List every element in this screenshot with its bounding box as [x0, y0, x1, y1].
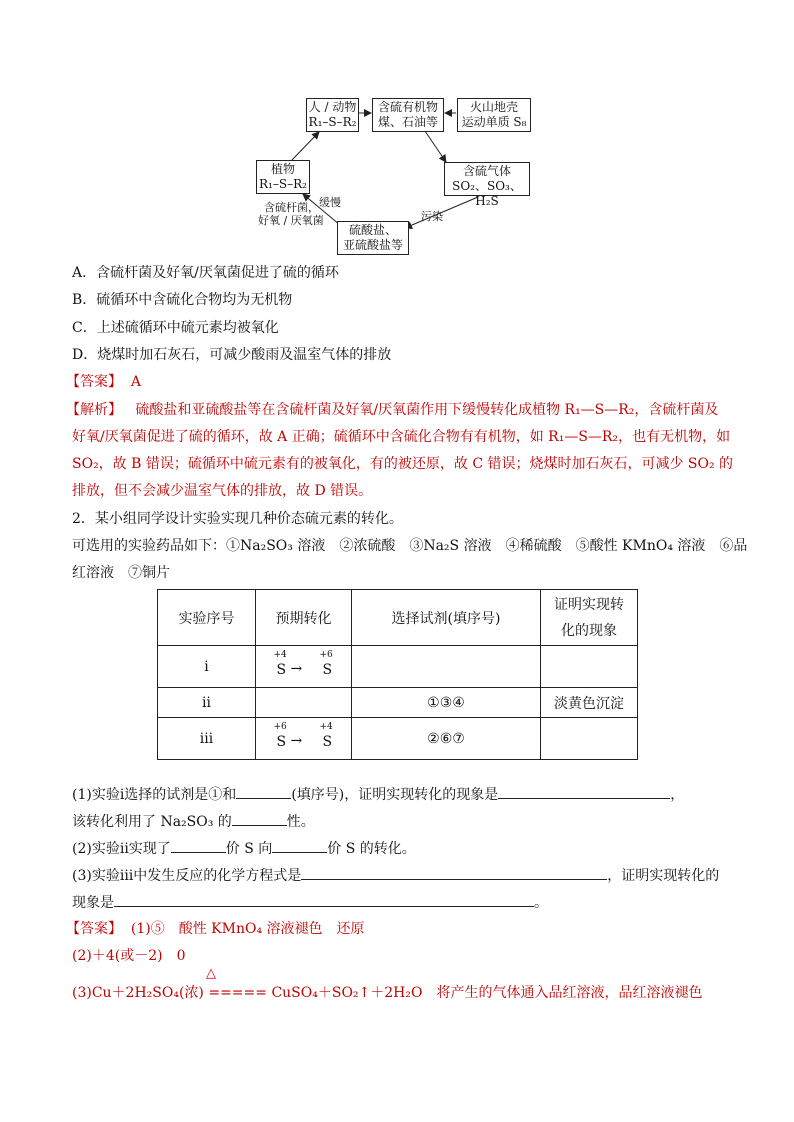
- label-slow: 缓慢: [319, 196, 341, 209]
- q2-sub3-text-a: (3)实验ⅲ中发生反应的化学方程式是: [72, 868, 302, 884]
- q2-sub3-line1: [72, 865, 719, 886]
- th-no: 实验序号: [158, 590, 256, 646]
- table-header-row: [158, 590, 638, 646]
- row2-no: ⅱ: [158, 688, 256, 718]
- answer-blank[interactable]: [236, 784, 291, 799]
- answer-blank[interactable]: [114, 892, 534, 907]
- box-volcano-line1: 火山地壳: [469, 100, 518, 114]
- th-transform: 预期转化: [256, 590, 352, 646]
- box-human-line2: R₁–S–R₂: [308, 115, 357, 129]
- element-from: S: [276, 733, 287, 750]
- q2-answer-line1: [66, 919, 365, 939]
- table-row: [158, 718, 638, 760]
- arrow-plant-human: [291, 132, 319, 161]
- element-from: S: [276, 661, 287, 678]
- q1-option-d: D．烧煤时加石灰石，可减少酸雨及温室气体的排放: [72, 347, 392, 363]
- row2-reagent: ①③④: [352, 688, 541, 718]
- transform-s4-to-s6: [269, 650, 339, 680]
- q2-answer-1: (1)⑤ 酸性 KMnO₄ 溶液褪色 还原: [130, 921, 365, 937]
- box-organic-line1: 含硫有机物: [377, 100, 438, 114]
- q2-answer-3: (3)Cu＋2H₂SO₄(浓) ===== CuSO₄＋SO₂↑＋2H₂O 将产生的气体通入品红溶液，品红溶液褪色: [72, 985, 703, 1001]
- element-to: S: [322, 661, 333, 678]
- row2-transform: [256, 688, 352, 718]
- row3-reagent: ②⑥⑦: [352, 718, 541, 760]
- arrow-organic-gas: [425, 131, 446, 162]
- q1-analysis-line3: SO₂，故 B 错误；硫循环中硫元素有的被氧化，有的被还原，故 C 错误；烧煤时加石灰石，可减少 SO₂ 的: [72, 456, 734, 472]
- label-bacteria-1: 含硫杆菌，: [264, 201, 319, 214]
- ox-state-to: +4: [319, 721, 333, 732]
- row1-no: ⅰ: [158, 646, 256, 688]
- q1-analysis-line4: 排放，但不会减少温室气体的排放，故 D 错误。: [72, 483, 373, 499]
- q1-answer: [66, 372, 141, 392]
- row1-transform: [256, 646, 352, 688]
- answer-blank[interactable]: [171, 838, 226, 853]
- box-sulfate: [337, 221, 409, 255]
- box-volcano: [457, 98, 531, 132]
- box-human-animal: [306, 98, 359, 132]
- q2-answer-tag: 【答案】: [66, 921, 122, 937]
- box-gas-line1: 含硫气体: [462, 164, 511, 178]
- table-row: [158, 688, 638, 718]
- box-plant-line1: 植物: [270, 162, 295, 176]
- arrow-icon: →: [290, 732, 303, 749]
- label-pollution: 污染: [421, 210, 443, 223]
- q1-analysis-line2: 好氧/厌氧菌促进了硫的循环，故 A 正确；硫循环中含硫化合物有有机物，如 R₁—S—R₂，也有无机物，如: [72, 429, 731, 445]
- row1-reagent: [352, 646, 541, 688]
- ox-state-from: +4: [273, 649, 287, 660]
- q1-analysis-line1: [66, 400, 718, 420]
- answer-blank[interactable]: [301, 865, 607, 880]
- q2-sub2-text-a: (2)实验ⅱ实现了: [72, 841, 171, 857]
- q2-sub1-text-d: 该转化利用了 Na₂SO₃ 的: [72, 814, 232, 830]
- th-phenomenon: [541, 590, 638, 646]
- label-bacteria-2: 好氧 / 厌氧菌: [258, 214, 324, 227]
- q2-sub1-text-c: ，: [670, 787, 685, 803]
- row3-phenomenon: [541, 718, 638, 760]
- q2-sub1-line2: [72, 811, 315, 832]
- q1-answer-tag: 【答案】: [66, 374, 122, 390]
- arrow-icon: →: [290, 660, 303, 677]
- box-sulfate-line2: 亚硫酸盐等: [342, 238, 403, 252]
- row1-phenomenon: [541, 646, 638, 688]
- answer-blank[interactable]: [232, 811, 287, 826]
- box-organic-sulfur: [372, 98, 444, 132]
- experiment-table: [157, 589, 638, 760]
- q1-option-c: C．上述硫循环中硫元素均被氧化: [72, 320, 279, 336]
- q2-sub3-text-d: 。: [534, 895, 548, 911]
- q2-sub3-text-c: 现象是: [72, 895, 114, 911]
- q1-option-b: B．硫循环中含硫化合物均为无机物: [72, 292, 293, 308]
- th-phenomenon-l2: 化的现象: [561, 622, 617, 639]
- q1-analysis-tag: 【解析】: [66, 402, 122, 418]
- th-reagent: 选择试剂(填序号): [352, 590, 541, 646]
- q2-sub3-line2: [72, 892, 548, 913]
- box-sulfur-gas: [444, 162, 530, 208]
- q2-reagents-line2: 红溶液 ⑦铜片: [72, 565, 170, 581]
- q2-sub1-line1: [72, 784, 684, 805]
- box-human-line1: 人 / 动物: [308, 100, 357, 114]
- box-organic-line2: 煤、石油等: [377, 115, 438, 129]
- th-phenomenon-l1: 证明实现转: [554, 596, 624, 613]
- row2-phenomenon: 淡黄色沉淀: [541, 688, 638, 718]
- q2-sub2-text-b: 价 S 向: [225, 841, 273, 857]
- q2-sub1-text-e: 性。: [286, 814, 315, 830]
- box-gas-line2: SO₂、SO₃、H₂S: [452, 179, 522, 208]
- transform-s6-to-s4: [269, 722, 339, 752]
- q2-sub1-text-a: (1)实验ⅰ选择的试剂是①和: [72, 787, 237, 803]
- q2-sub1-text-b: (填序号)，证明实现转化的现象是: [291, 787, 499, 803]
- answer-blank[interactable]: [272, 838, 327, 853]
- row3-transform: [256, 718, 352, 760]
- answer-blank[interactable]: [498, 784, 670, 799]
- q1-option-a: A．含硫杆菌及好氧/厌氧菌促进了硫的循环: [72, 265, 339, 281]
- box-volcano-line2: 运动单质 S₈: [461, 115, 527, 129]
- q2-sub2: [72, 838, 416, 859]
- box-plant: [256, 160, 310, 194]
- q1-analysis-text1: 硫酸盐和亚硫酸盐等在含硫杆菌及好氧/厌氧菌作用下缓慢转化成植物 R₁—S—R₂，含硫杆菌及: [135, 402, 719, 418]
- box-sulfate-line1: 硫酸盐、: [348, 223, 397, 237]
- ox-state-to: +6: [319, 649, 333, 660]
- q2-stem: 2．某小组同学设计实验实现几种价态硫元素的转化。: [72, 511, 403, 527]
- table-row: [158, 646, 638, 688]
- row3-no: ⅲ: [158, 718, 256, 760]
- q2-answer-2: (2)＋4(或－2) 0: [72, 948, 186, 964]
- heat-symbol: △: [206, 966, 216, 981]
- q2-sub3-text-b: ，证明实现转化的: [607, 868, 720, 884]
- box-plant-line2: R₁–S–R₂: [259, 177, 307, 191]
- q2-reagents-line1: 可选用的实验药品如下：①Na₂SO₃ 溶液 ②浓硫酸 ③Na₂S 溶液 ④稀硫酸 ⑤酸性 KMnO₄ 溶液 ⑥品: [72, 538, 748, 554]
- q2-sub2-text-c: 价 S 的转化。: [327, 841, 416, 857]
- ox-state-from: +6: [273, 721, 287, 732]
- q1-answer-value: A: [130, 374, 142, 390]
- element-to: S: [322, 733, 333, 750]
